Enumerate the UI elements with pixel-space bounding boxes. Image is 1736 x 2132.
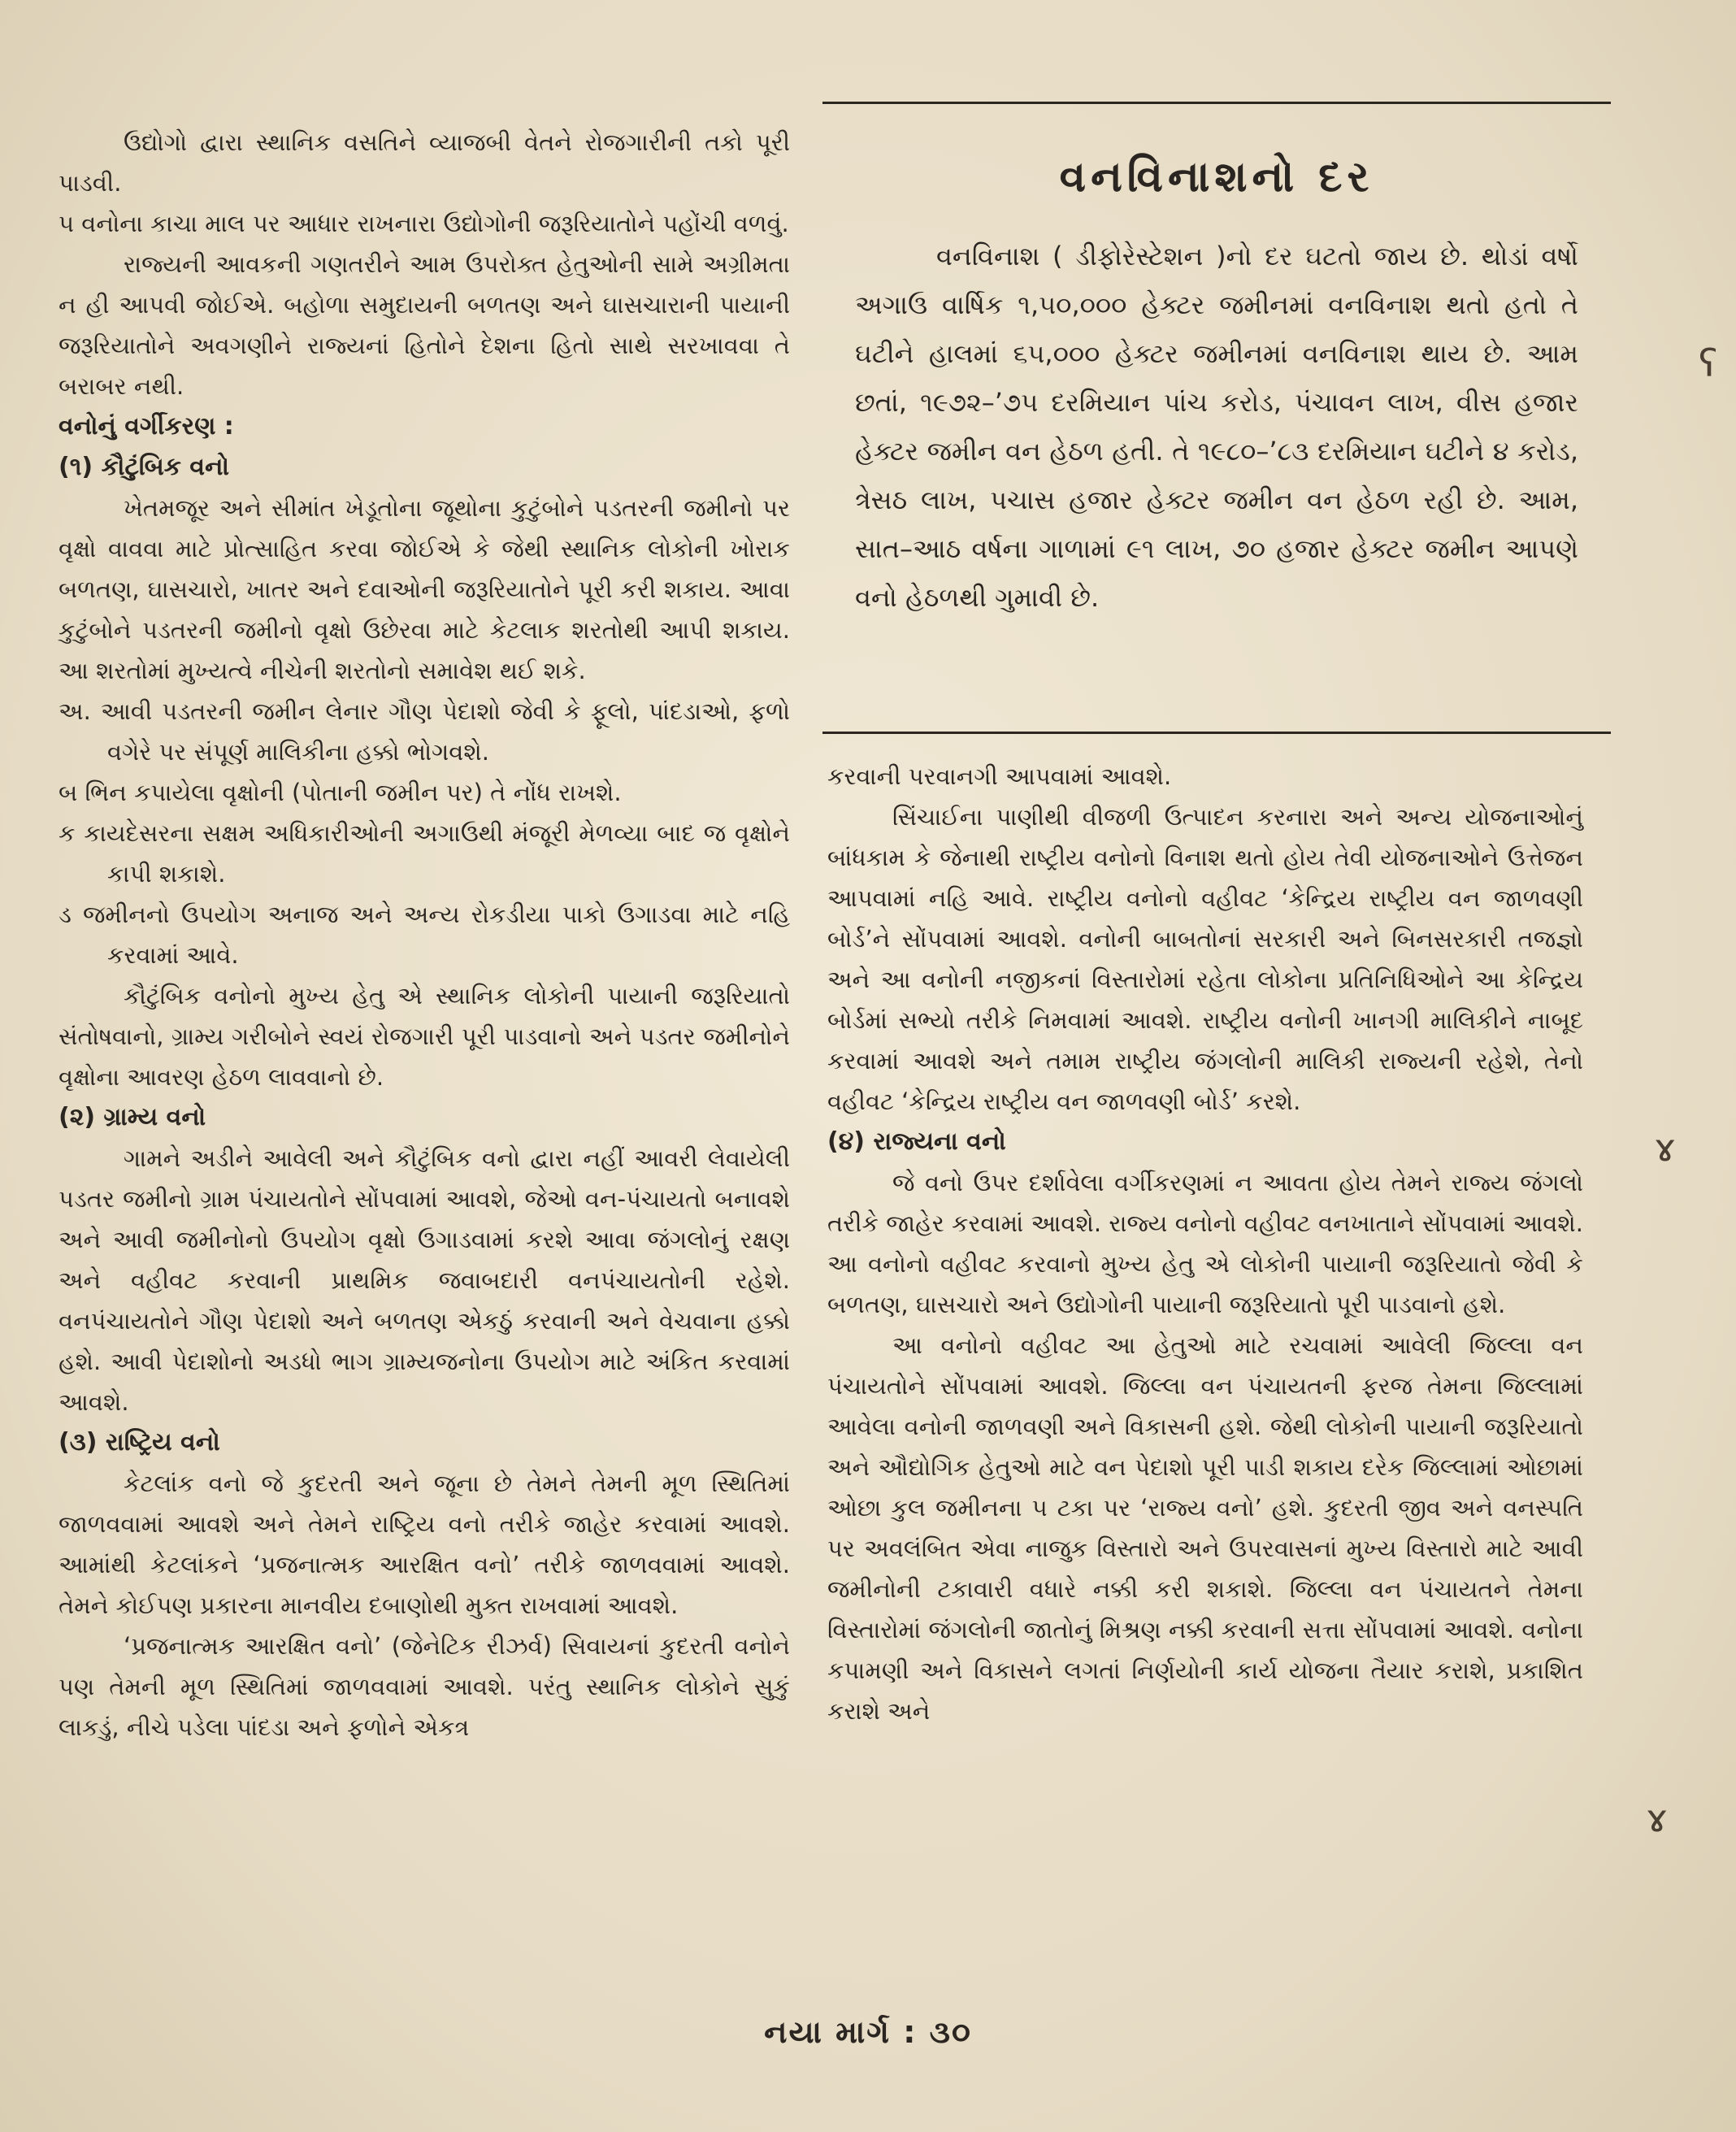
list-item: ક કાયદેસરના સક્ષમ અધિકારીઓની અગાઉથી મંજૂરી મેળવ્યા બાદ જ વૃક્ષોને કાપી શકાશે.: [59, 819, 790, 888]
paragraph: સિંચાઈના પાણીથી વીજળી ઉત્પાદન કરનારા અને અન્ય યોજનાઓનું બાંધકામ કે જેનાથી રાષ્ટ્રીય વનોનો વિનાશ થતો હોય તેવી યોજનાઓને ઉત્તેજન આપવામાં નહિ આવે. રાષ્ટ્રીય વનોનો વહીવટ ‘કેન્દ્રિય રાષ્ટ્રીય વન જાળવણી બોર્ડ’ને સોંપવામાં આવશે. વનોની બાબતોનાં સરકારી અને બિનસરકારી તજજ્ઞો અને આ વનોની નજીકનાં વિસ્તારોમાં રહેતા લોકોના પ્રતિનિધિઓને આ કેન્દ્રિય બોર્ડમાં સભ્યો તરીકે નિમવામાં આવશે. રાષ્ટ્રીય વનોની ખાનગી માલિકીને નાબૂદ કરવામાં આવશે અને તમામ રાષ્ટ્રીય જંગલોની માલિકી રાજ્યની રહેશે, તેનો વહીવટ ‘કેન્દ્રિય રાષ્ટ્રીય વન જાળવણી બોર્ડ’ કરશે.: [827, 803, 1583, 1115]
margin-mark: ʕ: [1699, 341, 1718, 385]
numbered-item: ૫ વનોના કાચા માલ પર આધાર રાખનારા ઉદ્યોગોની જરૂરિયાતોને પહોંચી વળવું.: [59, 210, 789, 237]
paragraph: આ વનોનો વહીવટ આ હેતુઓ માટે રચવામાં આવેલી જિલ્લા વન પંચાયતોને સોંપવામાં આવશે. જિલ્લા વન પંચાયતની ફરજ તેમના જિલ્લામાં આવેલા વનોની જાળવણી અને વિકાસની હશે. જેથી લોકોની પાયાની જરૂરિયાતો અને ઔદ્યોગિક હેતુઓ માટે વન પેદાશો પૂરી પાડી શકાય દરેક જિલ્લામાં ઓછામાં ઓછા કુલ જમીનના ૫ ટકા પર ‘રાજ્ય વનો’ હશે. કુદરતી જીવ અને વનસ્પતિ પર અવલંબિત એવા નાજુક વિસ્તારો અને ઉપરવાસનાં મુખ્ય વિસ્તારો માટે આવી જમીનોની ટકાવારી વધારે નક્કી કરી શકાશે. જિલ્લા વન પંચાયતને તેમના વિસ્તારોમાં જંગલોની જાતોનું મિશ્રણ નક્કી કરવાની સત્તા સોંપવામાં આવશે. વનોના કપામણી અને વિકાસને લગતાં નિર્ણયોની કાર્ય યોજના તૈયાર કરાશે, પ્રકાશિત કરાશે અને: [827, 1331, 1583, 1725]
paragraph: ઉદ્યોગો દ્વારા સ્થાનિક વસતિને વ્યાજબી વેતને રોજગારીની તકો પૂરી પાડવી.: [59, 128, 790, 197]
box-paragraph: વનવિનાશ ( ડીફોરેસ્ટેશન )નો દર ઘટતો જાય છે. થોડાં વર્ષો અગાઉ વાર્ષિક ૧,૫૦,૦૦૦ હેક્ટર જમીનમાં વનવિનાશ થતો હતો તે ઘટીને હાલમાં ૬૫,૦૦૦ હેક્ટર જમીનમાં વનવિનાશ થાય છે. આમ છતાં, ૧૯૭૨–’૭૫ દરમિયાન પાંચ કરોડ, પંચાવન લાખ, વીસ હજાર હેક્ટર જમીન વન હેઠળ હતી. તે ૧૯૮૦–’૮૩ દરમિયાન ઘટીને ૪ કરોડ, ત્રેસઠ લાખ, પચાસ હજાર હેક્ટર જમીન વન હેઠળ રહી છે. આમ, સાત–આઠ વર્ષના ગાળામાં ૯૧ લાખ, ૭૦ હજાર હેક્ટર જમીન આપણે વનો હેઠળથી ગુમાવી છે.: [855, 241, 1578, 613]
paragraph: કૌટુંબિક વનોનો મુખ્ય હેતુ એ સ્થાનિક લોકોની પાયાની જરૂરિયાતો સંતોષવાનો, ગ્રામ્ય ગરીબોને સ્વયં રોજગારી પૂરી પાડવાનો અને પડતર જમીનોને વૃક્ષોના આવરણ હેઠળ લાવવાનો છે.: [59, 982, 790, 1091]
sidebar-box: [822, 102, 1611, 622]
margin-mark: ɤ: [1646, 1796, 1669, 1840]
paragraph: કેટલાંક વનો જે કુદરતી અને જૂના છે તેમને તેમની મૂળ સ્થિતિમાં જાળવવામાં આવશે અને તેમને રાષ્ટ્રિય વનો તરીકે જાહેર કરવામાં આવશે. આમાંથી કેટલાંકને ‘પ્રજનાત્મક આરક્ષિત વનો’ તરીકે જાળવવામાં આવશે. તેમને કોઈપણ પ્રકારના માનવીય દબાણોથી મુક્ત રાખવામાં આવશે.: [59, 1470, 790, 1619]
box-top-rule: [822, 102, 1611, 104]
paragraph: ‘પ્રજનાત્મક આરક્ષિત વનો’ (જેનેટિક રીઝર્વ) સિવાયનાં કુદરતી વનોને પણ તેમની મૂળ સ્થિતિમાં જાળવવામાં આવશે. પરંતુ સ્થાનિક લોકોને સુકું લાકડું, નીચે પડેલા પાંદડા અને ફળોને એકત્ર: [59, 1632, 790, 1741]
subsection-heading: (૩) રાષ્ટ્રિય વનો: [59, 1428, 220, 1457]
left-column: [59, 122, 790, 1748]
page-footer: નયા માર્ગ : ૩૦: [764, 2014, 972, 2050]
subsection-heading: (૧) કૌટુંબિક વનો: [59, 453, 229, 481]
subsection-heading: (૨) ગ્રામ્ય વનો: [59, 1103, 206, 1131]
paragraph: જે વનો ઉપર દર્શાવેલા વર્ગીકરણમાં ન આવતા હોય તેમને રાજ્ય જંગલો તરીકે જાહેર કરવામાં આવશે. રાજ્ય વનોનો વહીવટ વનખાતાને સોંપવામાં આવશે. આ વનોનો વહીવટ કરવાનો મુખ્ય હેતુ એ લોકોની પાયાની જરૂરિયાતો જેવી કે બળતણ, ઘાસચારો અને ઉદ્યોગોની પાયાની જરૂરિયાતો પૂરી પાડવાનો હશે.: [827, 1169, 1583, 1318]
paragraph: રાજ્યની આવકની ગણતરીને આમ ઉપરોક્ત હેતુઓની સામે અગ્રીમતા ન હી આપવી જોઈએ. બહોળા સમુદાયની બળતણ અને ઘાસચારાની પાયાની જરૂરિયાતોને અવગણીને રાજ્યનાં હિતોને દેશના હિતો સાથે સરખાવવા તે બરાબર નથી.: [59, 250, 790, 400]
paragraph: ગામને અડીને આવેલી અને કૌટુંબિક વનો દ્વારા નહીં આવરી લેવાયેલી પડતર જમીનો ગ્રામ પંચાયતોને સોંપવામાં આવશે, જેઓ વન-પંચાયતો બનાવશે અને આવી જમીનોનો ઉપયોગ વૃક્ષો ઉગાડવામાં કરશે આવા જંગલોનું રક્ષણ અને વહીવટ કરવાની પ્રાથમિક જવાબદારી વનપંચાયતોની રહેશે. વનપંચાયતોને ગૌણ પેદાશો અને બળતણ એકઠું કરવાની અને વેચવાના હક્કો હશે. આવી પેદાશોનો અડધો ભાગ ગ્રામ્યજનોના ઉપયોગ માટે અંકિત કરવામાં આવશે.: [59, 1144, 790, 1416]
box-title: વનવિનાશનો દર: [1059, 153, 1374, 202]
paragraph: ખેતમજૂર અને સીમાંત ખેડૂતોના જૂથોના કુટુંબોને પડતરની જમીનો પર વૃક્ષો વાવવા માટે પ્રોત્સાહિત કરવા જોઈએ કે જેથી સ્થાનિક લોકોની ખોરાક બળતણ, ઘાસચારો, ખાતર અને દવાઓની જરૂરિયાતોને પૂરી કરી શકાય. આવા કુટુંબોને પડતરની જમીનો વૃક્ષો ઉછેરવા માટે કેટલાક શરતોથી આપી શકાય. આ શરતોમાં મુખ્યત્વે નીચેની શરતોનો સમાવેશ થઈ શકે.: [59, 494, 790, 684]
section-heading: વનોનું વર્ગીકરણ :: [59, 412, 234, 441]
margin-mark: ɤ: [1654, 1126, 1677, 1170]
list-item: બ ભિન કપાયેલા વૃક્ષોની (પોતાની જમીન પર) તે નોંધ રાખશે.: [59, 779, 622, 806]
list-item: અ. આવી પડતરની જમીન લેનાર ગૌણ પેદાશો જેવી કે ફૂલો, પાંદડાઓ, ફળો વગેરે પર સંપૂર્ણ માલિકીના હક્કો ભોગવશે.: [59, 697, 790, 766]
paragraph: કરવાની પરવાનગી આપવામાં આવશે.: [827, 762, 1172, 790]
box-bottom-rule: [822, 732, 1611, 734]
right-column: [827, 756, 1583, 1731]
list-item: ડ જમીનનો ઉપયોગ અનાજ અને અન્ય રોકડીયા પાકો ઉગાડવા માટે નહિ કરવામાં આવે.: [59, 901, 790, 969]
subsection-heading: (૪) રાજ્યના વનો: [827, 1127, 1006, 1156]
